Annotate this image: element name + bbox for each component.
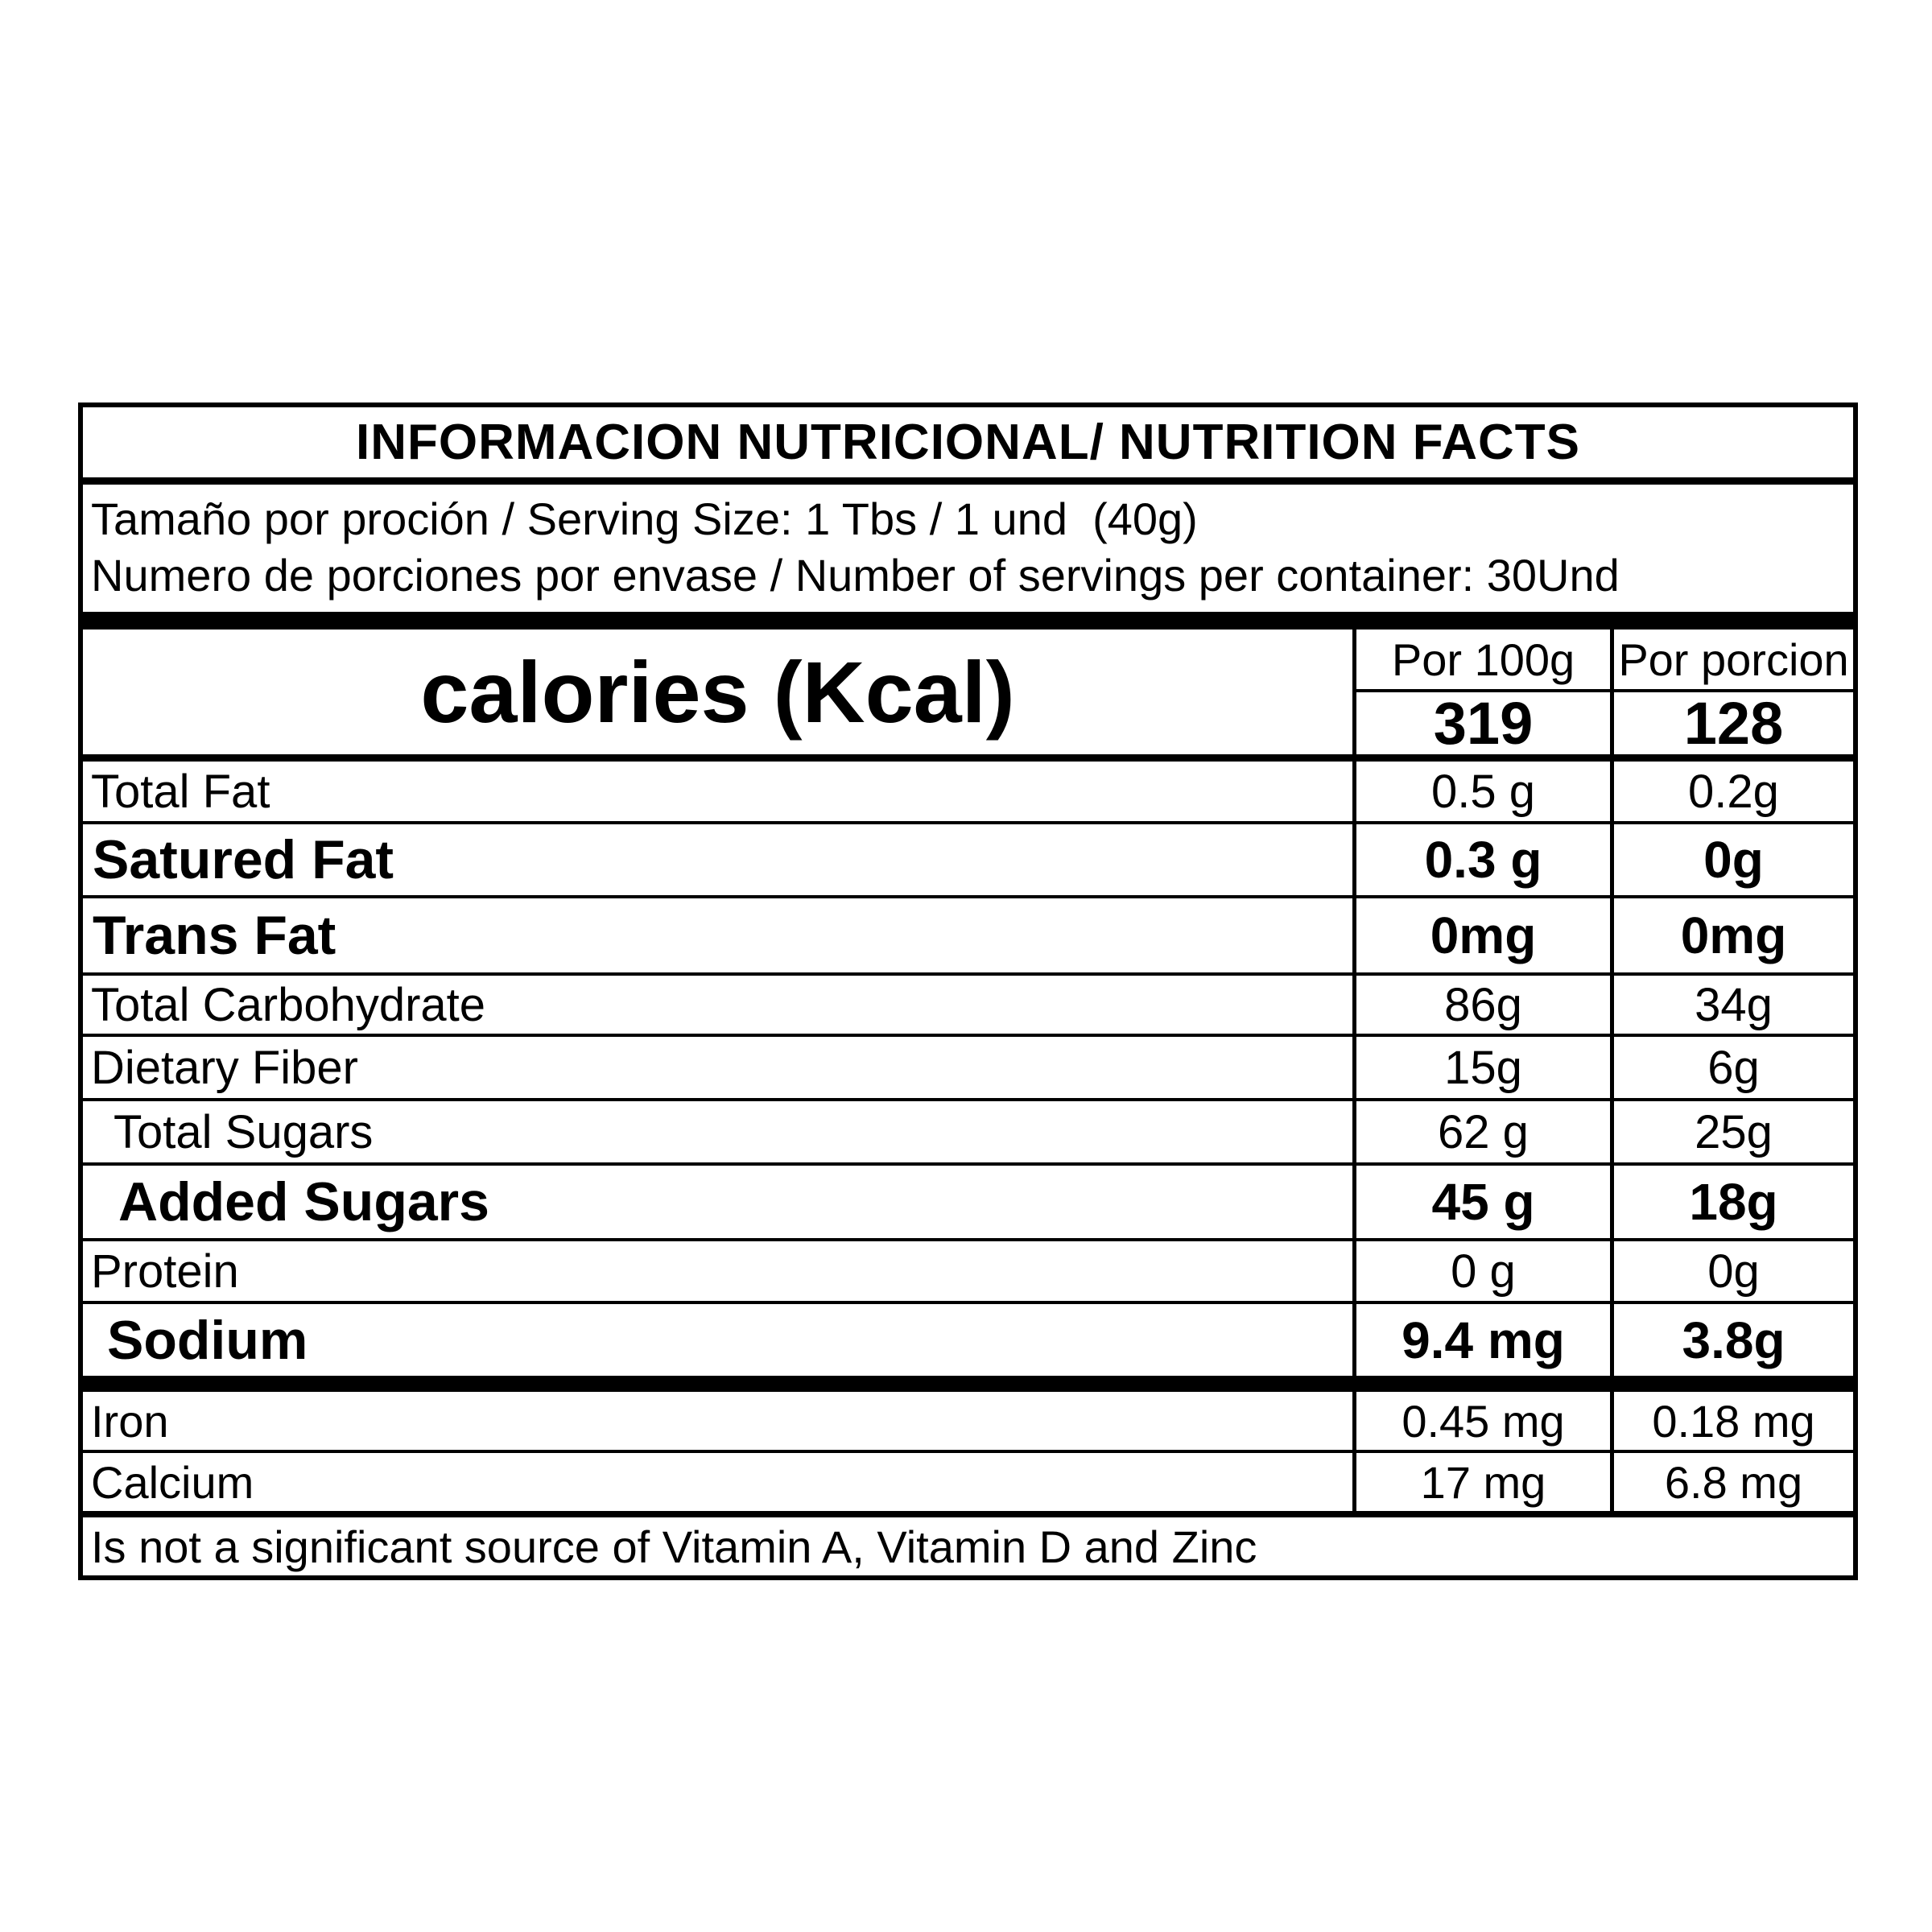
row-label: Trans Fat bbox=[93, 905, 336, 966]
serving-info bbox=[83, 485, 1853, 612]
row-value-per-portion: 0g bbox=[1610, 824, 1853, 895]
row-value-per-portion: 0g bbox=[1610, 1241, 1853, 1301]
table-row-calcium bbox=[83, 1453, 1853, 1517]
column-header-per-100g: Por 100g bbox=[1352, 630, 1610, 692]
serving-size-line: Tamaño por proción / Serving Size: 1 Tbs / 1 und (40g) bbox=[91, 493, 1198, 544]
row-value-per-portion: 0mg bbox=[1610, 898, 1853, 972]
nutrition-facts-table bbox=[78, 402, 1858, 1580]
row-label: Total Sugars bbox=[114, 1105, 374, 1158]
row-value-per-100g: 0mg bbox=[1352, 898, 1610, 972]
row-label: Added Sugars bbox=[118, 1171, 489, 1232]
row-value-per-portion: 6g bbox=[1610, 1037, 1853, 1098]
thick-divider-minerals bbox=[83, 1376, 1853, 1392]
row-value-per-100g: 0.3 g bbox=[1352, 824, 1610, 895]
table-row-iron bbox=[83, 1392, 1853, 1453]
table-row-added-sugars bbox=[83, 1166, 1853, 1241]
row-value-per-100g: 45 g bbox=[1352, 1166, 1610, 1238]
row-label: Iron bbox=[91, 1395, 169, 1447]
table-row-protein bbox=[83, 1241, 1853, 1304]
table-row-total-sugars bbox=[83, 1101, 1853, 1166]
row-label: Sodium bbox=[107, 1309, 308, 1371]
thick-divider-top bbox=[83, 612, 1853, 630]
row-value-per-portion: 6.8 mg bbox=[1610, 1453, 1853, 1511]
row-label: Total Carbohydrate bbox=[91, 978, 486, 1031]
row-value-per-100g: 17 mg bbox=[1352, 1453, 1610, 1511]
row-value-per-100g: 9.4 mg bbox=[1352, 1304, 1610, 1376]
row-value-per-100g: 0.5 g bbox=[1352, 762, 1610, 821]
table-row-satured-fat bbox=[83, 824, 1853, 898]
row-value-per-100g: 0 g bbox=[1352, 1241, 1610, 1301]
row-value-per-100g: 86g bbox=[1352, 976, 1610, 1034]
row-value-per-portion: 25g bbox=[1610, 1101, 1853, 1162]
row-label: Total Fat bbox=[91, 765, 270, 818]
calories-per-portion: 128 bbox=[1610, 692, 1853, 754]
row-value-per-portion: 0.18 mg bbox=[1610, 1392, 1853, 1450]
row-value-per-portion: 3.8g bbox=[1610, 1304, 1853, 1376]
servings-per-container-line: Numero de porciones por envase / Number of servings per container: 30Und bbox=[91, 550, 1620, 601]
table-row-sodium bbox=[83, 1304, 1853, 1376]
row-label: Dietary Fiber bbox=[91, 1041, 358, 1094]
table-title-row bbox=[83, 407, 1853, 485]
table-row-total-carbohydrate bbox=[83, 976, 1853, 1037]
footnote-text: Is not a significant source of Vitamin A, Vitamin D and Zinc bbox=[91, 1521, 1257, 1572]
calories-label: calories (Kcal) bbox=[420, 643, 1015, 741]
row-label: Protein bbox=[91, 1245, 239, 1298]
row-value-per-100g: 15g bbox=[1352, 1037, 1610, 1098]
row-label: Calcium bbox=[91, 1456, 254, 1508]
row-value-per-100g: 62 g bbox=[1352, 1101, 1610, 1162]
calories-per-100g: 319 bbox=[1352, 692, 1610, 754]
row-value-per-portion: 18g bbox=[1610, 1166, 1853, 1238]
calories-block bbox=[83, 630, 1853, 762]
row-value-per-100g: 0.45 mg bbox=[1352, 1392, 1610, 1450]
column-header-per-portion: Por porcion bbox=[1610, 630, 1853, 692]
table-row-total-fat bbox=[83, 762, 1853, 824]
table-row-trans-fat bbox=[83, 898, 1853, 976]
row-value-per-portion: 0.2g bbox=[1610, 762, 1853, 821]
row-value-per-portion: 34g bbox=[1610, 976, 1853, 1034]
table-title: INFORMACION NUTRICIONAL/ NUTRITION FACTS bbox=[355, 415, 1580, 470]
footnote-row bbox=[83, 1517, 1853, 1575]
table-row-dietary-fiber bbox=[83, 1037, 1853, 1101]
row-label: Satured Fat bbox=[93, 829, 394, 890]
